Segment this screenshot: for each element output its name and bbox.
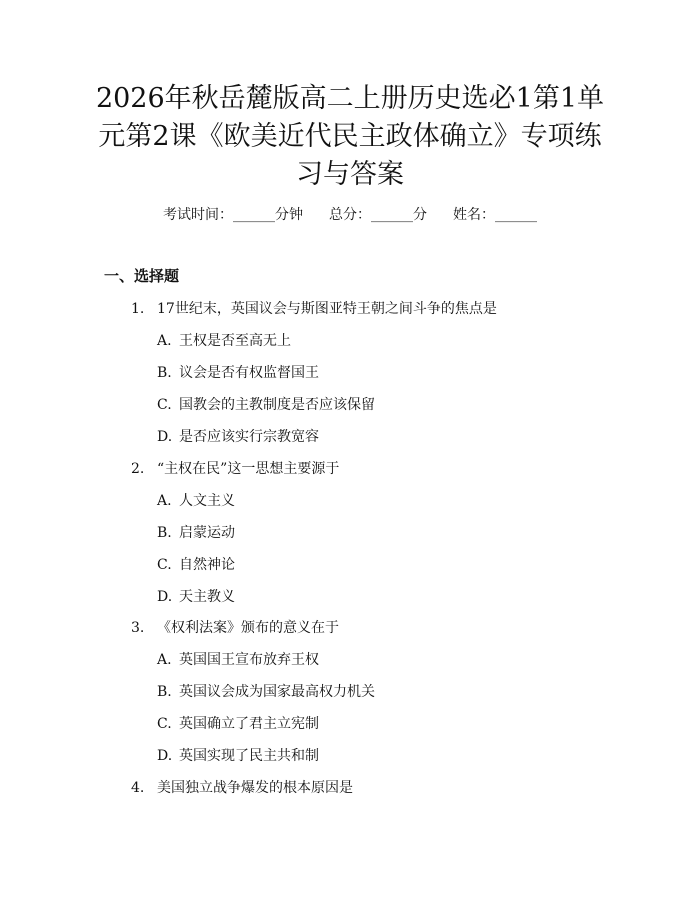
question-1-option-b (157, 363, 319, 383)
option-letter: A. (157, 333, 172, 349)
question-text: 17世纪末，英国议会与斯图亚特王朝之间斗争的焦点是 (157, 301, 497, 317)
option-letter: D. (157, 589, 173, 605)
question-text: 《权利法案》颁布的意义在于 (157, 620, 339, 636)
question-1-option-c (157, 395, 375, 415)
option-text: 国教会的主教制度是否应该保留 (179, 397, 375, 413)
option-letter: B. (157, 684, 172, 700)
option-text: 天主教义 (179, 589, 235, 605)
option-text: 王权是否至高无上 (179, 333, 291, 349)
section-heading: 一、选择题 (104, 267, 180, 285)
question-2-option-c (157, 555, 235, 575)
question-3-option-c (157, 714, 319, 734)
option-text: 英国实现了民主共和制 (179, 748, 319, 764)
question-1-option-a (157, 331, 291, 351)
question-2 (131, 459, 339, 479)
question-number: 1. (131, 301, 145, 317)
question-number: 3. (131, 620, 145, 636)
question-4 (131, 778, 353, 798)
question-number: 2. (131, 461, 145, 477)
exam-total-score: 总分：______分 (329, 207, 427, 223)
exam-name: 姓名：______ (453, 207, 537, 223)
option-letter: A. (157, 493, 172, 509)
question-number: 4. (131, 780, 145, 796)
option-text: 英国国王宣布放弃王权 (179, 652, 319, 668)
option-text: 英国议会成为国家最高权力机关 (179, 684, 375, 700)
option-letter: A. (157, 652, 172, 668)
option-text: 人文主义 (179, 493, 235, 509)
option-text: 议会是否有权监督国王 (179, 365, 319, 381)
question-3 (131, 618, 339, 638)
option-letter: B. (157, 365, 172, 381)
question-3-option-d (157, 746, 319, 766)
question-3-option-b (157, 682, 375, 702)
option-text: 自然神论 (179, 557, 235, 573)
option-text: 启蒙运动 (179, 525, 235, 541)
exam-meta (0, 205, 700, 225)
option-letter: B. (157, 525, 172, 541)
question-2-option-b (157, 523, 235, 543)
question-2-option-a (157, 491, 235, 511)
option-letter: D. (157, 748, 173, 764)
exam-time: 考试时间：______分钟 (163, 207, 303, 223)
document-title: 2026年秋岳麓版高二上册历史选必1第1单元第2课《欧美近代民主政体确立》专项练习与答案 (95, 83, 605, 190)
option-text: 英国确立了君主立宪制 (179, 716, 319, 732)
option-text: 是否应该实行宗教宽容 (179, 429, 319, 445)
option-letter: C. (157, 397, 172, 413)
question-3-option-a (157, 650, 319, 670)
option-letter: C. (157, 716, 172, 732)
question-1 (131, 299, 497, 319)
option-letter: D. (157, 429, 173, 445)
question-text: “主权在民”这一思想主要源于 (157, 461, 340, 477)
question-2-option-d (157, 587, 235, 607)
question-1-option-d (157, 427, 319, 447)
option-letter: C. (157, 557, 172, 573)
question-text: 美国独立战争爆发的根本原因是 (157, 780, 353, 796)
